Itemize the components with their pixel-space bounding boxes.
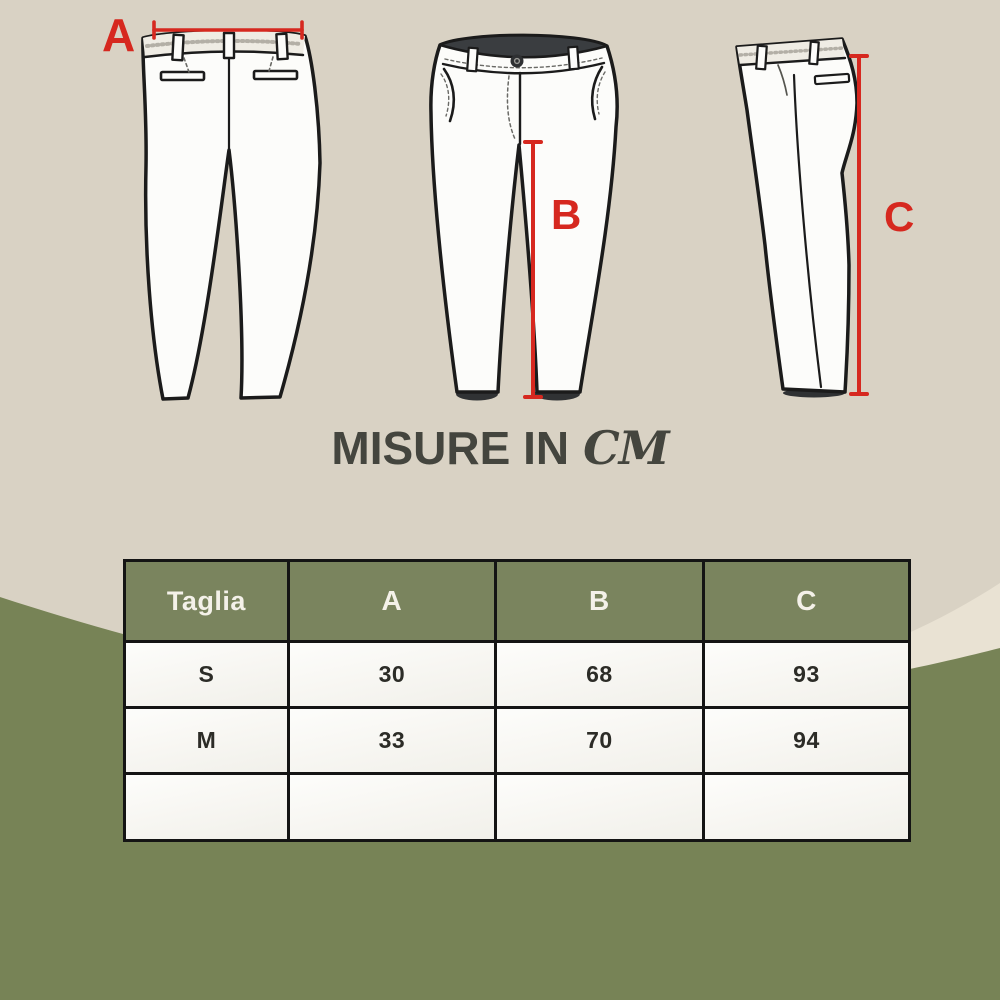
- size-table-header-taglia: Taglia: [126, 562, 287, 640]
- page-title: [0, 421, 1000, 475]
- size-table-header-c: C: [705, 562, 908, 640]
- size-cell-b: [497, 775, 702, 839]
- measure-label-a: A: [102, 9, 136, 61]
- title-unit: CM: [583, 421, 669, 475]
- button: [511, 55, 524, 68]
- size-cell-c: 94: [705, 709, 908, 772]
- pants-back-view-illustration: [95, 8, 345, 413]
- size-cell-a: 30: [290, 643, 494, 706]
- measure-label-c: C: [884, 193, 915, 240]
- back-pocket: [161, 72, 204, 80]
- belt-loop: [467, 48, 478, 72]
- size-cell-size: [126, 775, 287, 839]
- size-cell-c: [705, 775, 908, 839]
- belt-loop: [568, 47, 579, 70]
- belt-loop: [172, 35, 183, 60]
- size-cell-b: 70: [497, 709, 702, 772]
- pants-back-body: [143, 31, 320, 399]
- size-table-header-a: A: [290, 562, 494, 640]
- pants-front-view-illustration: [395, 15, 625, 410]
- size-table-header-b: B: [497, 562, 702, 640]
- size-cell-b: 68: [497, 643, 702, 706]
- size-cell-c: 93: [705, 643, 908, 706]
- size-cell-size: S: [126, 643, 287, 706]
- belt-loop: [224, 33, 234, 58]
- belt-loop: [809, 42, 819, 65]
- pants-side-body: [737, 39, 857, 392]
- belt-loop: [276, 34, 287, 59]
- side-pocket: [815, 74, 849, 84]
- size-table: [123, 559, 911, 842]
- size-cell-size: M: [126, 709, 287, 772]
- back-pocket: [254, 71, 297, 79]
- measure-label-b: B: [551, 191, 582, 238]
- size-cell-a: 33: [290, 709, 494, 772]
- title-text: MISURE IN: [331, 422, 570, 474]
- pants-front-body: [431, 35, 617, 392]
- belt-loop: [756, 46, 767, 70]
- size-cell-a: [290, 775, 494, 839]
